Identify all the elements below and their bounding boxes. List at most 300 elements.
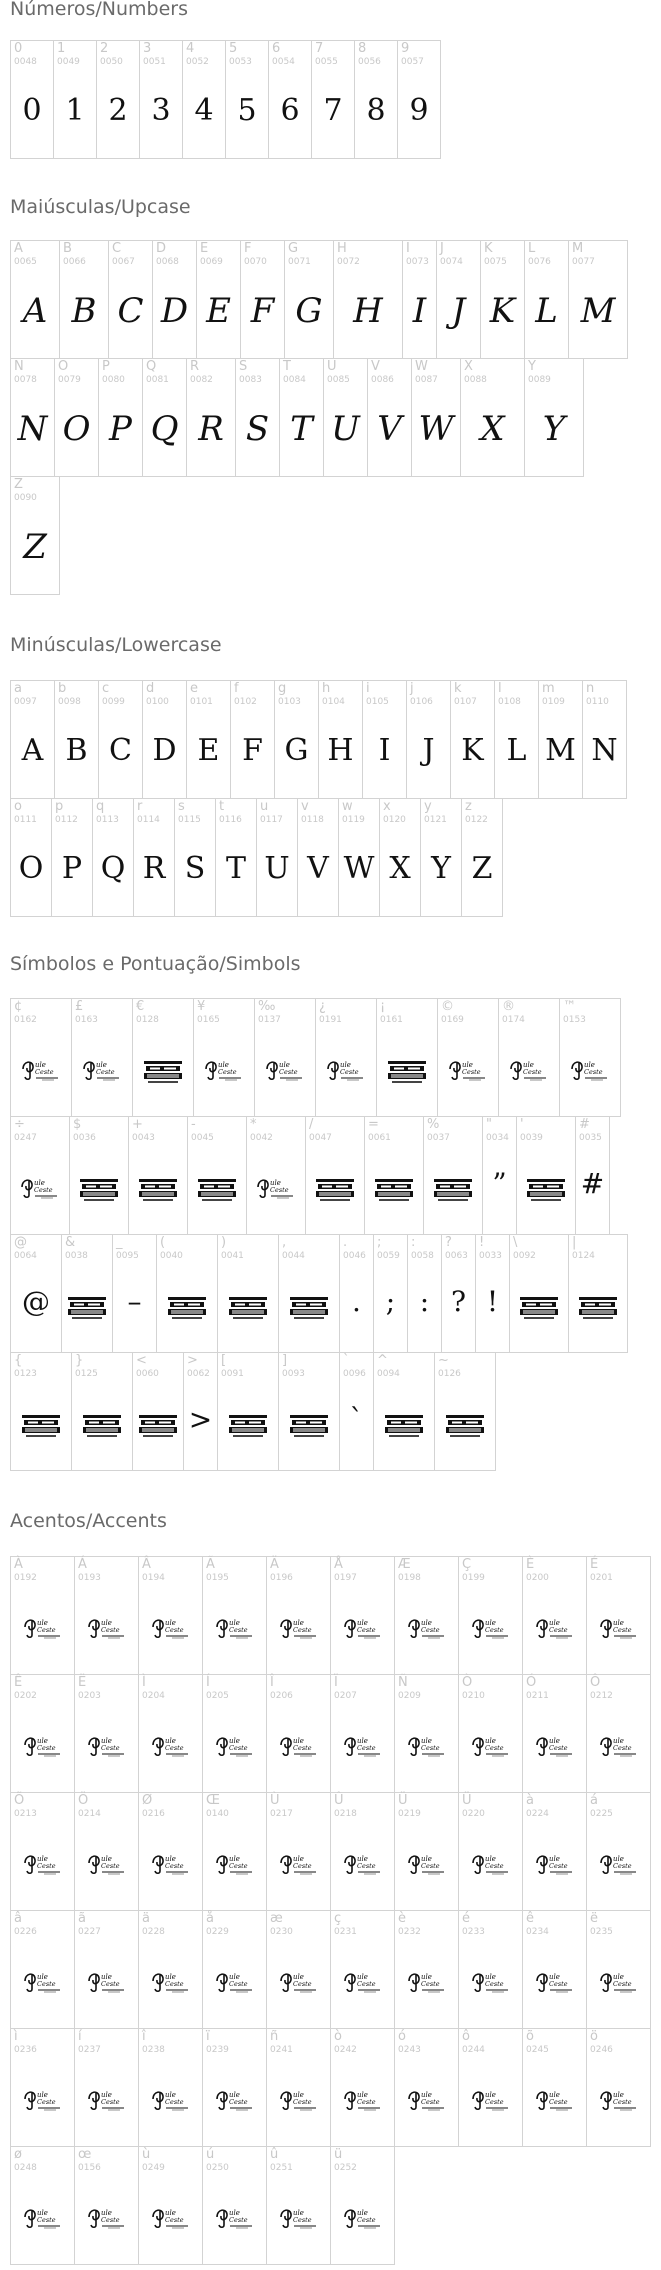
glyph-char-label: ú — [206, 2147, 215, 2162]
glyph-char-label: ò — [334, 2029, 342, 2044]
glyph-code-label: 0035 — [579, 1133, 602, 1143]
glyph-preview: 1 — [65, 93, 85, 128]
logo-glyph-icon — [325, 1057, 367, 1081]
glyph-char-label: ‰ — [258, 999, 276, 1014]
glyph-preview: Y — [431, 851, 451, 886]
glyph-char-label: ö — [590, 2029, 598, 2044]
text-block-glyph-icon — [196, 1177, 238, 1203]
glyph-preview: K — [489, 291, 516, 331]
glyph-cell — [315, 998, 377, 1117]
glyph-code-label: 0201 — [590, 1573, 613, 1583]
glyph-code-label: 0046 — [343, 1251, 366, 1261]
glyph-code-label: 0089 — [528, 375, 551, 385]
glyph-preview: R — [142, 851, 166, 886]
svg-text:ule: ule — [292, 1855, 304, 1863]
glyph-code-label: 0092 — [513, 1251, 536, 1261]
glyph-char-label: J — [440, 241, 444, 256]
glyph-cell — [138, 1674, 203, 1793]
logo-glyph-icon — [264, 1057, 306, 1081]
glyph-code-label: 0204 — [142, 1691, 165, 1701]
logo-glyph-icon — [22, 2087, 64, 2111]
logo-glyph-icon — [278, 1969, 320, 1993]
glyph-char-label: © — [441, 999, 454, 1014]
glyph-char-label: Ç — [462, 1557, 472, 1572]
logo-glyph-icon — [150, 1969, 192, 1993]
glyph-preview: R — [198, 409, 224, 449]
glyph-code-label: 0195 — [206, 1573, 229, 1583]
glyph-char-label: ! — [479, 1235, 485, 1250]
svg-text:ule: ule — [484, 1855, 496, 1863]
logo-glyph-icon — [470, 1969, 512, 1993]
glyph-cell — [10, 358, 55, 477]
glyph-preview: 7 — [323, 93, 343, 128]
glyph-cell — [139, 40, 183, 159]
svg-text:Ceste: Ceste — [36, 1980, 56, 1988]
glyph-preview: H — [353, 291, 383, 331]
glyph-cell — [202, 2028, 267, 2147]
svg-text:Ceste: Ceste — [36, 2216, 56, 2224]
glyph-char-label: ™ — [563, 999, 576, 1014]
svg-text:ule: ule — [612, 1737, 624, 1745]
glyph-char-label: [ — [221, 1353, 227, 1368]
svg-text:Ceste: Ceste — [420, 1862, 440, 1870]
glyph-preview: P — [61, 851, 83, 886]
glyph-code-label: 0072 — [337, 257, 360, 267]
glyph-cell — [92, 798, 134, 917]
glyph-char-label: n — [586, 681, 595, 696]
svg-text:ule: ule — [548, 1855, 560, 1863]
glyph-preview: T — [225, 851, 246, 886]
glyph-code-label: 0085 — [327, 375, 350, 385]
symbols-row — [10, 1234, 627, 1353]
glyph-code-label: 0047 — [309, 1133, 332, 1143]
svg-text:Ceste: Ceste — [228, 1862, 248, 1870]
glyph-char-label: ï — [206, 2029, 210, 2044]
glyph-code-label: 0100 — [146, 697, 169, 707]
svg-text:Ceste: Ceste — [35, 1068, 54, 1076]
glyph-code-label: 0123 — [14, 1369, 37, 1379]
svg-text:Ceste: Ceste — [36, 1862, 56, 1870]
glyph-code-label: 0220 — [462, 1809, 485, 1819]
svg-text:ule: ule — [420, 1737, 432, 1745]
glyph-code-label: 0233 — [462, 1927, 485, 1937]
glyph-cell — [522, 2028, 587, 2147]
glyph-code-label: 0161 — [380, 1015, 403, 1025]
logo-glyph-icon — [598, 1615, 640, 1639]
glyph-code-label: 0044 — [282, 1251, 305, 1261]
glyph-cell — [183, 1352, 218, 1471]
logo-glyph-icon — [342, 2205, 384, 2229]
glyph-code-label: 0053 — [229, 57, 252, 67]
glyph-cell — [394, 2028, 459, 2147]
glyph-char-label: N — [14, 359, 24, 374]
svg-text:Ceste: Ceste — [164, 2098, 184, 2106]
glyph-cell — [441, 1234, 476, 1353]
glyph-preview: 0 — [22, 93, 42, 128]
glyph-char-label: u — [260, 799, 269, 814]
glyph-code-label: 0207 — [334, 1691, 357, 1701]
glyph-char-label: r — [137, 799, 143, 814]
glyph-cell — [318, 680, 363, 799]
glyph-code-label: 0105 — [366, 697, 389, 707]
glyph-cell — [196, 240, 241, 359]
glyph-cell — [559, 998, 621, 1117]
glyph-char-label: Ñ — [398, 1675, 408, 1690]
glyph-code-label: 0042 — [250, 1133, 273, 1143]
svg-text:ule: ule — [35, 1061, 46, 1069]
glyph-code-label: 0217 — [270, 1809, 293, 1819]
glyph-char-label: ù — [142, 2147, 151, 2162]
glyph-code-label: 0241 — [270, 2045, 293, 2055]
glyph-cell — [10, 240, 60, 359]
glyph-code-label: 0114 — [137, 815, 160, 825]
glyph-cell — [436, 240, 481, 359]
svg-text:ule: ule — [612, 1973, 624, 1981]
glyph-char-label: F — [244, 241, 252, 256]
glyph-code-label: 0048 — [14, 57, 37, 67]
glyph-preview: ! — [486, 1285, 499, 1318]
glyph-code-label: 0111 — [14, 815, 37, 825]
logo-glyph-icon — [406, 1615, 448, 1639]
svg-text:ule: ule — [36, 1973, 48, 1981]
glyph-preview: V — [307, 851, 329, 886]
glyph-preview: N — [591, 733, 618, 768]
glyph-cell — [266, 1792, 331, 1911]
logo-glyph-icon — [22, 1615, 64, 1639]
glyph-code-label: 0093 — [282, 1369, 305, 1379]
glyph-cell — [128, 1116, 188, 1235]
glyph-preview: I — [412, 291, 427, 331]
svg-text:ule: ule — [420, 2091, 432, 2099]
glyph-cell — [10, 1352, 72, 1471]
glyph-cell — [330, 1792, 395, 1911]
glyph-code-label: 0216 — [142, 1809, 165, 1819]
glyph-code-label: 0244 — [462, 2045, 485, 2055]
svg-text:ule: ule — [356, 1619, 368, 1627]
logo-glyph-icon — [203, 1057, 245, 1081]
glyph-cell — [423, 1116, 483, 1235]
glyph-preview: 5 — [237, 93, 257, 128]
glyph-code-label: 0206 — [270, 1691, 293, 1701]
svg-text:ule: ule — [228, 2209, 240, 2217]
svg-text:ule: ule — [420, 1973, 432, 1981]
glyph-code-label: 0224 — [526, 1809, 549, 1819]
svg-text:Ceste: Ceste — [420, 1626, 440, 1634]
glyph-cell — [10, 1234, 62, 1353]
glyph-cell — [524, 358, 584, 477]
glyph-code-label: 0077 — [572, 257, 595, 267]
glyph-cell — [174, 798, 216, 917]
glyph-char-label: Á — [78, 1557, 87, 1572]
glyph-char-label: y — [424, 799, 432, 814]
glyph-code-label: 0036 — [73, 1133, 96, 1143]
glyph-char-label: í — [78, 2029, 82, 2044]
glyph-code-label: 0086 — [371, 375, 394, 385]
glyph-code-label: 0245 — [526, 2045, 549, 2055]
glyph-char-label: 2 — [100, 41, 109, 56]
glyph-cell — [202, 1910, 267, 2029]
glyph-preview: S — [245, 409, 270, 449]
glyph-preview: C — [109, 733, 132, 768]
glyph-cell — [373, 1352, 435, 1471]
glyph-char-label: - — [191, 1117, 196, 1132]
glyph-cell — [10, 798, 52, 917]
svg-text:Ceste: Ceste — [36, 1626, 56, 1634]
glyph-char-label: Ä — [270, 1557, 279, 1572]
svg-text:Ceste: Ceste — [164, 1626, 184, 1634]
glyph-code-label: 0113 — [96, 815, 119, 825]
logo-glyph-icon — [470, 1615, 512, 1639]
glyph-char-label: ü — [334, 2147, 343, 2162]
glyph-char-label: = — [368, 1117, 379, 1132]
glyph-code-label: 0210 — [462, 1691, 485, 1701]
glyph-code-label: 0033 — [479, 1251, 502, 1261]
glyph-preview: 6 — [280, 93, 300, 128]
glyph-cell — [266, 2028, 331, 2147]
glyph-char-label: D — [156, 241, 167, 256]
glyph-char-label: l — [498, 681, 502, 696]
glyph-char-label: Ó — [526, 1675, 537, 1690]
glyph-code-label: 0202 — [14, 1691, 37, 1701]
glyph-char-label: Z — [14, 477, 23, 492]
glyph-code-label: 0250 — [206, 2163, 229, 2173]
glyph-code-label: 0043 — [132, 1133, 155, 1143]
glyph-code-label: 0251 — [270, 2163, 293, 2173]
glyph-char-label: ¿ — [319, 999, 326, 1014]
svg-text:Ceste: Ceste — [228, 2216, 248, 2224]
svg-text:ule: ule — [356, 2091, 368, 2099]
glyph-char-label: ø — [14, 2147, 22, 2162]
glyph-code-label: 0128 — [136, 1015, 159, 1025]
glyph-code-label: 0218 — [334, 1809, 357, 1819]
glyph-cell — [142, 358, 187, 477]
svg-text:Ceste: Ceste — [292, 2216, 312, 2224]
glyph-cell — [254, 998, 316, 1117]
svg-text:Ceste: Ceste — [612, 1862, 632, 1870]
text-block-glyph-icon — [432, 1177, 474, 1203]
glyph-preview: 4 — [194, 93, 214, 128]
svg-text:ule: ule — [340, 1061, 351, 1069]
glyph-char-label: P — [102, 359, 110, 374]
svg-text:Ceste: Ceste — [356, 1626, 376, 1634]
glyph-cell — [69, 1116, 129, 1235]
glyph-char-label: ^ — [377, 1353, 388, 1368]
glyph-cell — [394, 1556, 459, 1675]
glyph-preview: 8 — [366, 93, 386, 128]
glyph-char-label: 7 — [315, 41, 324, 56]
glyph-cell — [323, 358, 368, 477]
logo-glyph-icon — [214, 1733, 256, 1757]
glyph-code-label: 0124 — [572, 1251, 595, 1261]
glyph-cell — [394, 1792, 459, 1911]
svg-text:Ceste: Ceste — [548, 1980, 568, 1988]
glyph-char-label: s — [178, 799, 185, 814]
svg-text:ule: ule — [420, 1855, 432, 1863]
svg-text:ule: ule — [100, 2209, 112, 2217]
glyph-char-label: o — [14, 799, 22, 814]
logo-glyph-icon — [534, 1733, 576, 1757]
glyph-code-label: 0214 — [78, 1809, 101, 1819]
svg-text:Ceste: Ceste — [228, 1626, 248, 1634]
logo-glyph-icon — [342, 1969, 384, 1993]
svg-text:ule: ule — [462, 1061, 473, 1069]
glyph-cell — [586, 1910, 651, 2029]
logo-glyph-icon — [406, 1851, 448, 1875]
glyph-char-label: Å — [334, 1557, 343, 1572]
glyph-preview: M — [545, 733, 576, 768]
glyph-code-label: 0078 — [14, 375, 37, 385]
glyph-char-label: Î — [270, 1675, 274, 1690]
glyph-cell — [437, 998, 499, 1117]
svg-text:ule: ule — [356, 1973, 368, 1981]
glyph-char-label: ã — [78, 1911, 86, 1926]
glyph-code-label: 0049 — [57, 57, 80, 67]
logo-glyph-icon — [278, 1851, 320, 1875]
glyph-cell — [53, 40, 97, 159]
glyph-cell — [278, 1234, 340, 1353]
glyph-code-label: 0074 — [440, 257, 463, 267]
glyph-cell — [586, 1792, 651, 1911]
glyph-cell — [10, 680, 55, 799]
glyph-code-label: 0153 — [563, 1015, 586, 1025]
svg-text:Ceste: Ceste — [228, 2098, 248, 2106]
glyph-code-label: 0055 — [315, 57, 338, 67]
glyph-cell — [138, 1556, 203, 1675]
glyph-code-label: 0034 — [486, 1133, 509, 1143]
glyph-code-label: 0080 — [102, 375, 125, 385]
glyph-code-label: 0040 — [160, 1251, 183, 1261]
logo-glyph-icon — [22, 1733, 64, 1757]
glyph-cell — [450, 680, 495, 799]
svg-text:ule: ule — [36, 1855, 48, 1863]
glyph-char-label: Ö — [78, 1793, 89, 1808]
glyph-preview: Z — [471, 851, 493, 886]
svg-text:Ceste: Ceste — [100, 2098, 120, 2106]
glyph-preview: X — [480, 409, 505, 449]
glyph-char-label: B — [63, 241, 72, 256]
glyph-cell — [379, 798, 421, 917]
glyph-preview: S — [184, 851, 206, 886]
glyph-code-label: 0116 — [219, 815, 242, 825]
glyph-cell — [586, 1674, 651, 1793]
glyph-code-label: 0249 — [142, 2163, 165, 2173]
glyph-cell — [330, 1674, 395, 1793]
glyph-cell — [266, 1556, 331, 1675]
glyph-char-label: Æ — [398, 1557, 411, 1572]
accents-row — [10, 1910, 650, 2029]
glyph-code-label: 0228 — [142, 1927, 165, 1937]
svg-text:Ceste: Ceste — [548, 1862, 568, 1870]
glyph-preview: I — [378, 733, 391, 768]
glyph-code-label: 0213 — [14, 1809, 37, 1819]
glyph-code-label: 0102 — [234, 697, 257, 707]
glyph-code-label: 0140 — [206, 1809, 229, 1819]
glyph-code-label: 0236 — [14, 2045, 37, 2055]
glyph-code-label: 0103 — [278, 697, 301, 707]
section-title-accents: Acentos/Accents — [10, 1510, 167, 1532]
lower-row — [10, 680, 626, 799]
glyph-char-label: Ô — [590, 1675, 601, 1690]
glyph-code-label: 0104 — [322, 697, 345, 707]
glyph-cell — [10, 998, 72, 1117]
glyph-code-label: 0126 — [438, 1369, 461, 1379]
glyph-code-label: 0137 — [258, 1015, 281, 1025]
svg-text:ule: ule — [612, 1619, 624, 1627]
glyph-char-label: a — [14, 681, 22, 696]
glyph-char-label: + — [132, 1117, 143, 1132]
svg-text:ule: ule — [218, 1061, 229, 1069]
glyph-preview: – — [127, 1285, 142, 1318]
svg-text:Ceste: Ceste — [100, 1626, 120, 1634]
glyph-char-label: 5 — [229, 41, 238, 56]
glyph-cell — [59, 240, 109, 359]
glyph-char-label: & — [65, 1235, 76, 1250]
glyph-char-label: E — [200, 241, 209, 256]
glyph-cell — [458, 1556, 523, 1675]
svg-text:ule: ule — [164, 2209, 176, 2217]
glyph-preview: A — [22, 291, 48, 331]
glyph-char-label: Œ — [206, 1793, 220, 1808]
logo-glyph-icon — [214, 1969, 256, 1993]
glyph-char-label: Í — [206, 1675, 210, 1690]
glyph-char-label: Ì — [142, 1675, 146, 1690]
glyph-cell — [96, 40, 140, 159]
glyph-char-label: î — [142, 2029, 146, 2044]
glyph-code-label: 0227 — [78, 1927, 101, 1937]
text-block-glyph-icon — [137, 1177, 179, 1203]
glyph-char-label: b — [58, 681, 67, 696]
glyph-cell — [575, 1116, 610, 1235]
glyph-char-label: è — [398, 1911, 406, 1926]
glyph-cell — [193, 998, 255, 1117]
glyph-char-label: f — [234, 681, 239, 696]
glyph-code-label: 0079 — [58, 375, 81, 385]
glyph-char-label: ? — [445, 1235, 452, 1250]
logo-glyph-icon — [86, 1733, 128, 1757]
svg-text:Ceste: Ceste — [100, 2216, 120, 2224]
glyph-code-label: 0225 — [590, 1809, 613, 1819]
glyph-code-label: 0235 — [590, 1927, 613, 1937]
glyph-code-label: 0252 — [334, 2163, 357, 2173]
glyph-code-label: 0162 — [14, 1015, 37, 1025]
glyph-preview: Q — [100, 851, 126, 886]
glyph-char-label: k — [454, 681, 462, 696]
upper-row — [10, 240, 627, 359]
svg-text:Ceste: Ceste — [420, 1744, 440, 1752]
logo-glyph-icon — [534, 1851, 576, 1875]
text-block-glyph-icon — [78, 1177, 120, 1203]
glyph-preview: T — [290, 409, 313, 449]
glyph-code-label: 0193 — [78, 1573, 101, 1583]
logo-glyph-icon — [22, 2205, 64, 2229]
glyph-code-label: 0212 — [590, 1691, 613, 1701]
glyph-cell — [133, 798, 175, 917]
logo-glyph-icon — [508, 1057, 550, 1081]
glyph-preview: O — [62, 409, 91, 449]
svg-text:ule: ule — [292, 1973, 304, 1981]
glyph-code-label: 0119 — [342, 815, 365, 825]
glyph-char-label: Ò — [462, 1675, 473, 1690]
glyph-char-label: á — [590, 1793, 598, 1808]
text-block-glyph-icon — [373, 1177, 415, 1203]
glyph-char-label: v — [301, 799, 309, 814]
glyph-code-label: 0091 — [221, 1369, 244, 1379]
svg-text:ule: ule — [484, 2091, 496, 2099]
svg-text:ule: ule — [612, 2091, 624, 2099]
glyph-char-label: X — [464, 359, 473, 374]
glyph-code-label: 0060 — [136, 1369, 159, 1379]
glyph-cell — [112, 1234, 157, 1353]
